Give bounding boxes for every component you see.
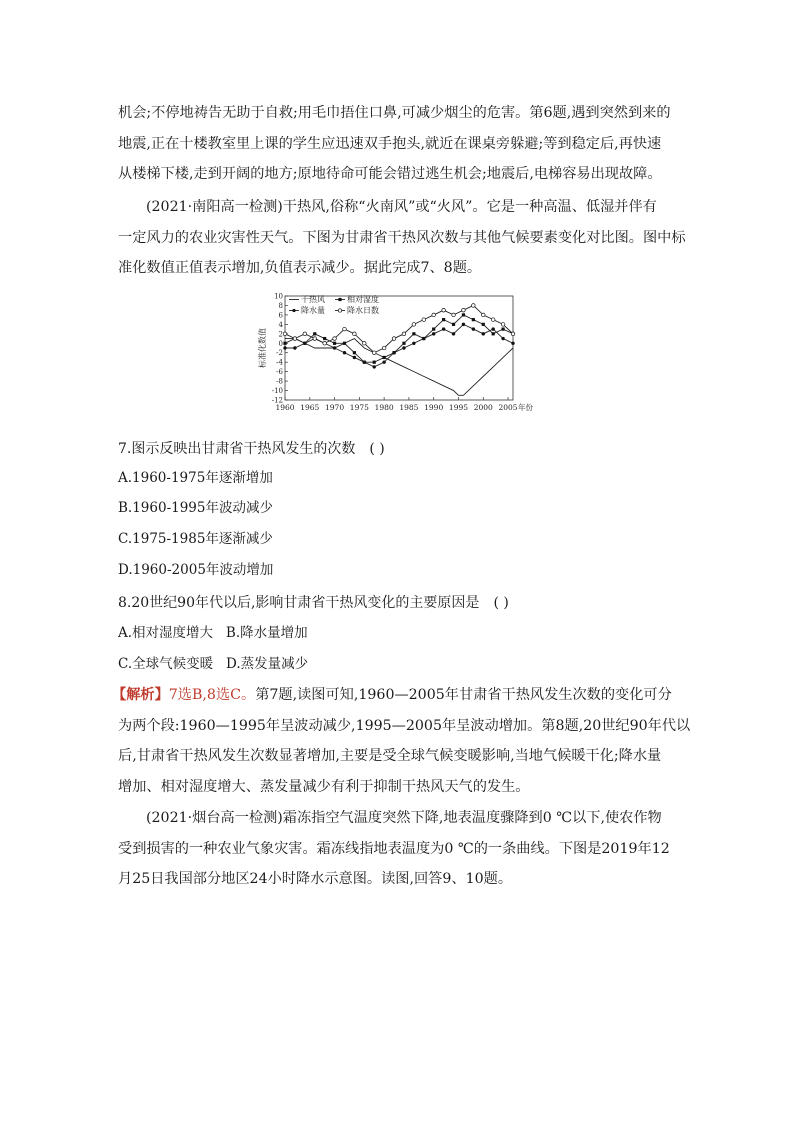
y-tick-label: 6 (278, 311, 283, 320)
data-point (382, 360, 385, 363)
text-line: 月25日我国部分地区24小时降水示意图。读图,回答9、10题。 (118, 871, 513, 887)
y-tick-label: 2 (278, 330, 283, 339)
y-tick-label: 4 (278, 320, 283, 329)
data-point (462, 313, 465, 316)
data-point (432, 327, 435, 330)
data-point (412, 342, 415, 345)
data-point (402, 342, 405, 345)
data-point (422, 337, 425, 340)
x-tick-label: 2005 (498, 403, 518, 412)
answer-bracket: ( ) (369, 441, 385, 457)
data-point (323, 341, 327, 345)
data-point (343, 351, 346, 354)
text-line: 准化数值正值表示增加,负值表示减少。据此完成7、8题。 (118, 260, 482, 276)
y-tick-label: 10 (274, 292, 283, 301)
x-tick-label: 1980 (374, 403, 394, 412)
analysis-tag: 【解析】 (112, 687, 169, 703)
legend-label: 相对湿度 (347, 295, 379, 304)
text-line: 后,甘肃省干热风发生次数显著增加,主要是受全球气候变暖影响,当地气候暖干化;降水量 (118, 748, 662, 764)
data-point (293, 337, 297, 341)
data-point (343, 327, 347, 331)
data-point (481, 313, 485, 317)
legend-marker (292, 309, 295, 312)
series-line-降水量 (285, 324, 513, 367)
data-point (511, 342, 514, 345)
x-tick-label: 1960 (275, 403, 295, 412)
option-c: C.1975-1985年逐渐减少 (118, 531, 273, 547)
data-point (482, 323, 485, 326)
data-point (323, 337, 326, 340)
question-8 (118, 592, 509, 612)
analysis-first-line (112, 680, 672, 711)
data-point (383, 356, 386, 359)
data-point (501, 337, 504, 340)
y-tick-label: -10 (271, 387, 283, 396)
text-line: 从楼梯下楼,走到开阔的地方;原地待命可能会错过逃生机会;地震后,电梯容易出现故障。 (118, 166, 662, 182)
options-row-cd: C.全球气候变暖 D.蒸发量减少 (118, 656, 309, 672)
x-tick-label: 1985 (399, 403, 419, 412)
y-tick-label: 0 (278, 339, 283, 348)
data-point (333, 337, 337, 341)
chart-series (283, 304, 515, 396)
y-axis-label: 标准化数值 (258, 328, 267, 368)
series-line-相对湿度 (285, 315, 513, 362)
x-axis-label: 年份 (518, 403, 533, 412)
y-tick-label: 8 (278, 301, 283, 310)
text-line: 一定风力的农业灾害性天气。下图为甘肃省干热风次数与其他气候要素变化对比图。图中标 (118, 229, 686, 246)
answer-bracket: ( ) (493, 595, 509, 611)
option-b: B.1960-1995年波动减少 (118, 500, 273, 516)
data-point (501, 323, 505, 327)
legend-label: 降水量 (301, 306, 325, 315)
x-tick-label: 2000 (473, 403, 493, 412)
data-point (353, 351, 356, 354)
data-point (283, 346, 286, 349)
data-point (313, 332, 316, 335)
data-point (333, 346, 336, 349)
data-point (472, 318, 475, 321)
question-7 (118, 438, 385, 458)
data-point (283, 342, 286, 345)
intro-paragraph (118, 98, 678, 190)
text-line: (2021·南阳高一检测)干热风,俗称“火南风”或“火风”。它是一种高温、低湿并伴有 (146, 199, 657, 215)
text-line: 地震,正在十楼教室里上课的学生应迅速双手抱头,就近在课桌旁躲避;等到稳定后,再快速 (118, 135, 662, 152)
question-stem: 8.20世纪90年代以后,影响甘肃省干热风变化的主要原因是 (118, 595, 480, 611)
text-line: 机会;不停地祷告无助于自救;用毛巾捂住口鼻,可减少烟尘的危害。第6题,遇到突然到来的 (118, 105, 671, 121)
data-point (452, 323, 455, 326)
text-line: 增加、相对湿度增大、蒸发量减少有利于抑制干热风天气的发生。 (118, 778, 530, 795)
data-point (412, 332, 415, 335)
data-point (353, 332, 357, 336)
data-point (501, 327, 504, 330)
x-tick-label: 1975 (349, 403, 369, 412)
data-point (283, 332, 287, 336)
text-line: 受到损害的一种农业气象灾害。霜冻线指地表温度为0 ℃的一条曲线。下图是2019年12 (118, 840, 670, 857)
data-point (392, 351, 395, 354)
data-point (382, 346, 386, 350)
text-line: (2021·烟台高一检测)霜冻指空气温度突然下降,地表温度骤降到0 ℃以下,使农作物 (146, 810, 662, 826)
data-point (313, 337, 317, 341)
data-point (442, 318, 445, 321)
chart-legend (289, 294, 379, 315)
data-point (491, 318, 495, 322)
data-point (402, 332, 406, 336)
answer-key: 7选B,8选C。 (168, 687, 256, 703)
analysis-block (112, 680, 691, 802)
data-point (452, 313, 456, 317)
y-tick-label: -2 (276, 349, 283, 358)
data-point (333, 342, 336, 345)
data-point (472, 304, 476, 308)
data-point (452, 332, 455, 335)
data-point (402, 346, 405, 349)
data-point (491, 327, 494, 330)
legend-label: 降水日数 (347, 306, 379, 315)
text-line: 第7题,读图可知,1960—2005年甘肃省干热风发生次数的变化可分 (255, 687, 672, 703)
material-paragraph-1 (118, 192, 686, 284)
legend-marker (338, 309, 341, 312)
data-point (432, 332, 435, 335)
option-d: D.1960-2005年波动增加 (118, 562, 274, 578)
data-point (432, 313, 436, 317)
dry-hot-wind-chart (255, 288, 545, 423)
option-a: A.1960-1975年逐渐增加 (118, 470, 273, 486)
data-point (472, 327, 475, 330)
data-point (363, 360, 366, 363)
y-tick-label: -6 (276, 368, 283, 377)
data-point (511, 332, 515, 336)
data-point (363, 341, 367, 345)
y-tick-label: -4 (276, 358, 283, 367)
data-point (462, 308, 466, 312)
x-tick-label: 1970 (325, 403, 345, 412)
data-point (442, 327, 445, 330)
data-point (412, 323, 416, 327)
data-point (343, 342, 346, 345)
question-stem: 7.图示反映出甘肃省干热风发生的次数 (118, 441, 356, 457)
data-point (373, 365, 376, 368)
x-tick-label: 1965 (300, 403, 320, 412)
y-tick-label: -8 (276, 377, 283, 386)
data-point (422, 318, 426, 322)
text-line: 为两个段:1960—1995年呈波动减少,1995—2005年呈波动增加。第8题,20世纪90年代以 (118, 717, 691, 734)
material-paragraph-2 (118, 803, 678, 895)
data-point (373, 361, 376, 364)
y-tick-label: -12 (271, 396, 283, 405)
data-point (442, 308, 446, 312)
data-point (372, 351, 376, 355)
data-point (462, 323, 465, 326)
data-point (303, 342, 306, 345)
legend-label: 干热风 (301, 295, 325, 304)
data-point (353, 356, 356, 359)
data-point (392, 337, 396, 341)
series-line-干热风 (285, 339, 513, 396)
x-tick-label: 1990 (424, 403, 444, 412)
data-point (482, 332, 485, 335)
data-point (293, 346, 296, 349)
x-tick-label: 1995 (448, 403, 469, 412)
data-point (492, 332, 495, 335)
options-row-ab: A.相对湿度增大 B.降水量增加 (118, 625, 308, 641)
legend-marker (338, 298, 341, 301)
data-point (303, 332, 307, 336)
